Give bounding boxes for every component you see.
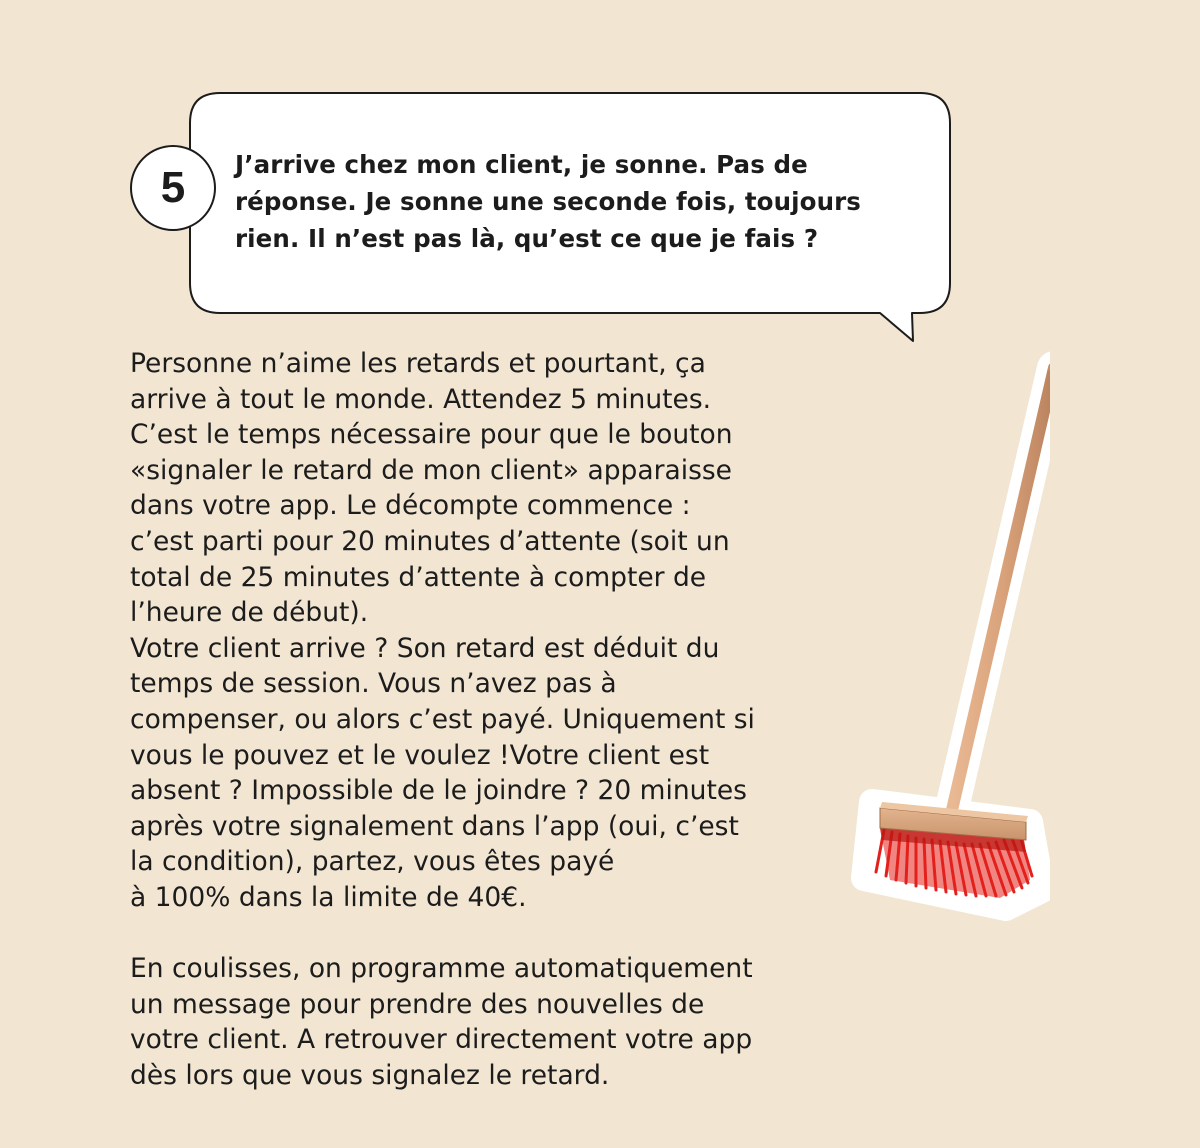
answer-body (130, 346, 870, 1093)
answer-paragraph-2: En coulisses, on programme automatiquement un message pour prendre des nouvelles de votre client. A retrouver directement votre app dès lors que vous signalez le retard. (130, 953, 753, 1091)
step-number: 5 (160, 163, 186, 212)
step-number-badge (130, 145, 216, 231)
broom-icon (850, 340, 1050, 930)
answer-paragraph-1: Personne n’aime les retards et pourtant, ça arrive à tout le monde. Attendez 5 minutes. C’est le temps nécessaire pour que le bouton «signaler le retard de mon client» apparaisse dans votre app. Le décompte commence : c’est parti pour 20 minutes d’attente (soit un total de 25 minutes d’attente à compter de l’heure de début). Votre client arrive ? Son retard est déduit du temps de session. Vous n’avez pas à compenser, ou alors c’est payé. Uniquement si vous le pouvez et le voulez !Votre client est absent ? Impossible de le joindre ? 20 minutes après votre signalement dans l’app (oui, c’est la condition), partez, vous êtes payé à 100% dans la limite de 40€. (130, 348, 755, 913)
question-text: J’arrive chez mon client, je sonne. Pas de réponse. Je sonne une seconde fois, toujours rien. Il n’est pas là, qu’est ce que je fais ? (235, 150, 861, 253)
